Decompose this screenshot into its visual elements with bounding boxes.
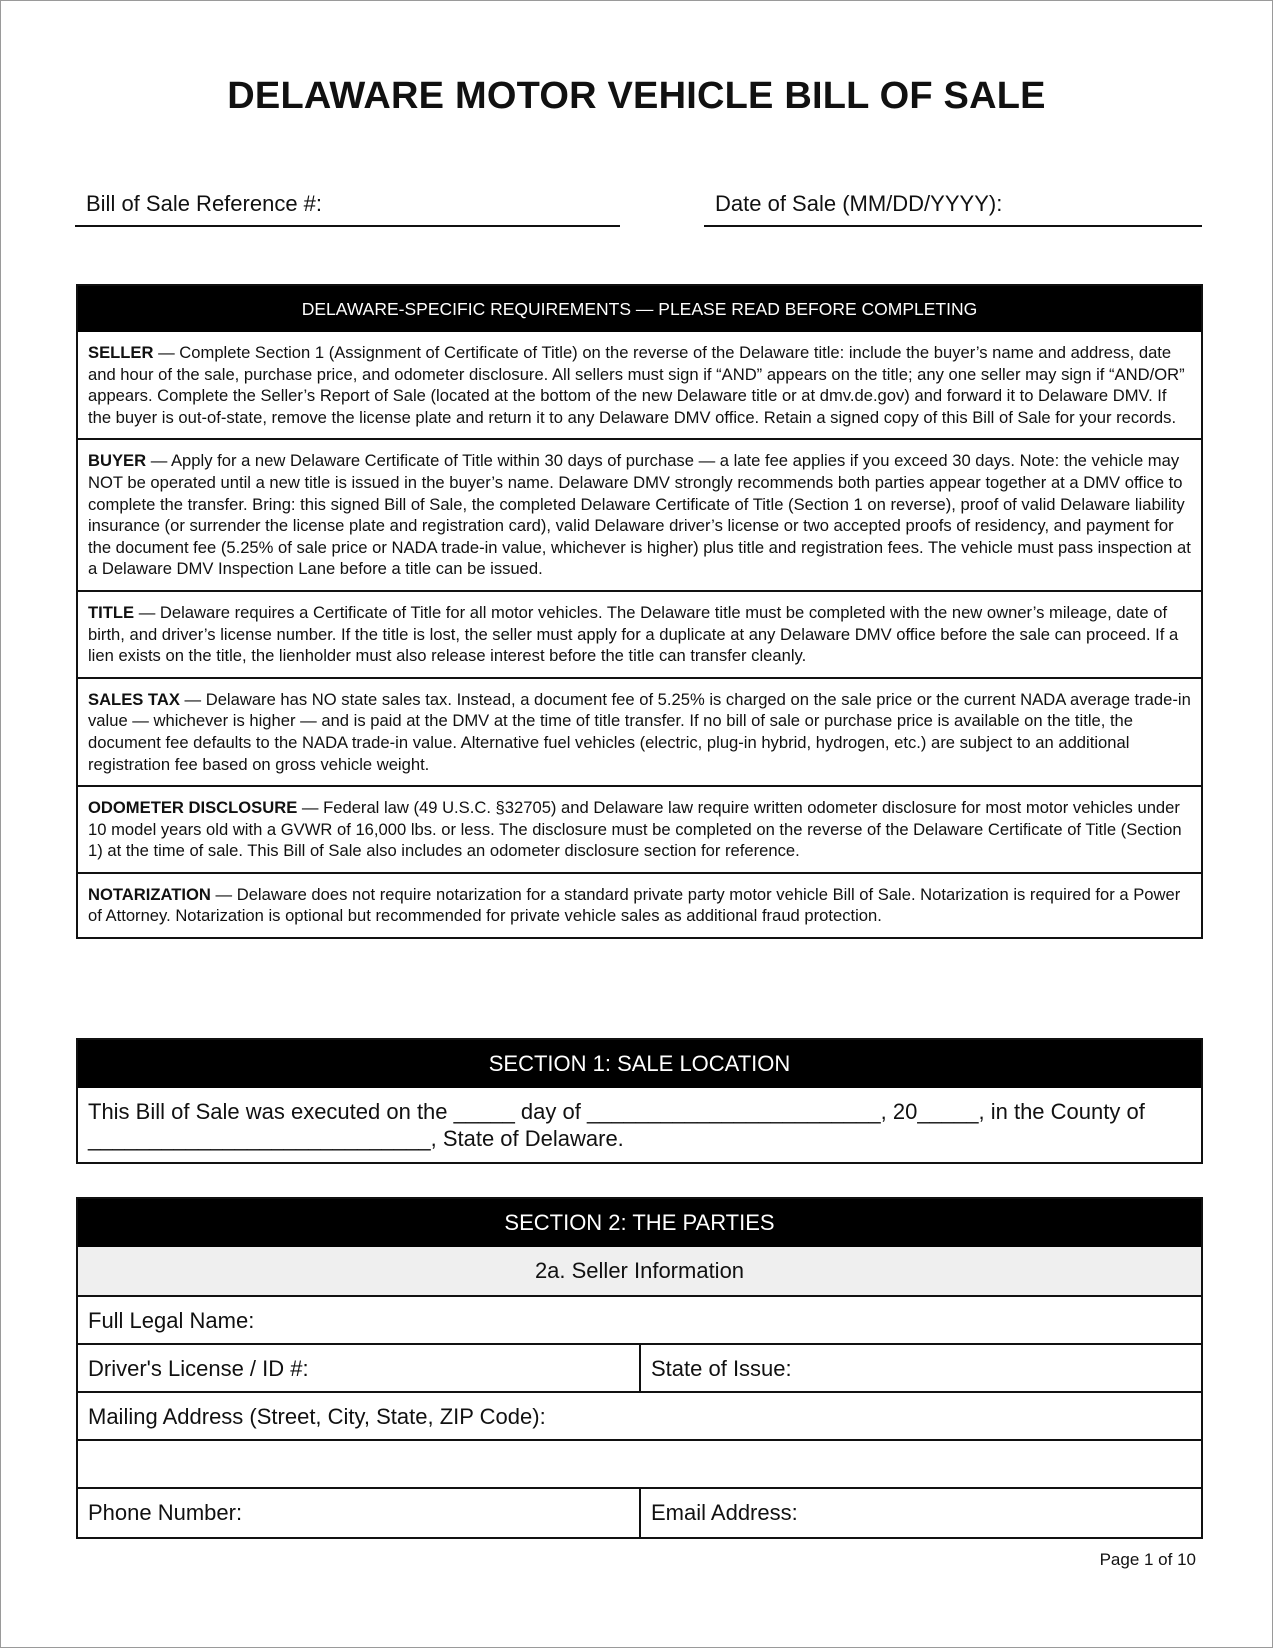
reference-number-label: Bill of Sale Reference #: [86,191,323,216]
full-name-label: Full Legal Name: [88,1308,255,1333]
seller-license-row [78,1345,1201,1393]
seller-address-row [78,1393,1201,1441]
section-parties [76,1197,1203,1539]
requirement-text: — Federal law (49 U.S.C. §32705) and Delaware law require written odometer disclosure for most motor vehicles under 10 model years old with a GVWR of 16,000 lbs. or less. The disclosure must be completed on the reverse of the Delaware Certificate of Title (Section 1) at the time of sale. This Bill of Sale also includes an odometer disclosure section for reference. [88,798,1182,861]
requirement-buyer [78,438,1201,590]
date-of-sale-field[interactable] [704,189,1202,227]
seller-address-line2-field[interactable] [78,1441,1201,1487]
requirement-notarization [78,872,1201,937]
seller-information-subheader: 2a. Seller Information [78,1247,1201,1297]
seller-full-name-field[interactable] [78,1297,1201,1343]
requirement-heading: SELLER [88,343,154,362]
requirement-heading: BUYER [88,451,147,471]
reference-number-field[interactable] [75,189,620,227]
seller-license-field[interactable] [78,1345,641,1391]
sale-location-text[interactable]: This Bill of Sale was executed on the _____ day of ________________________, 20_____, in the County of ____________________________, State of Delaware. [88,1099,1145,1151]
requirement-seller [78,332,1201,438]
requirement-heading: SALES TAX [88,689,180,709]
seller-contact-row [78,1489,1201,1537]
seller-name-row [78,1297,1201,1345]
license-label: Driver's License / ID #: [88,1356,309,1381]
section-2-header: SECTION 2: THE PARTIES [78,1199,1201,1247]
requirement-odometer [78,785,1201,872]
page-number: Page 1 of 10 [1099,1550,1196,1569]
date-of-sale-label: Date of Sale (MM/DD/YYYY): [715,191,1003,216]
requirement-heading: NOTARIZATION [88,884,211,904]
requirement-text: — Complete Section 1 (Assignment of Certificate of Title) on the reverse of the Delaware title: include the buyer’s name and address, date and hour of the sale, purchase price, and odometer disclosure. All sellers must sign if “AND” appears on the title; any one seller may sign if “AND/OR” appears. Complete the Seller’s Report of Sale (located at the bottom of the new Delaware title or at dmv.de.gov) and forward it to Delaware DMV. If the buyer is out-of-state, remove the license plate and return it to any Delaware DMV office. Retain a signed copy of this Bill of Sale for your records. [88,343,1185,427]
section-1-header: SECTION 1: SALE LOCATION [78,1040,1201,1088]
seller-state-field[interactable] [641,1345,1201,1391]
seller-phone-field[interactable] [78,1489,641,1537]
requirement-text: — Delaware has NO state sales tax. Instead, a document fee of 5.25% is charged on the sale price or the current NADA average trade-in value — whichever is higher — and is paid at the DMV at the time of title transfer. If no bill of sale or purchase price is available on the title, the document fee defaults to the NADA trade-in value. Alternative fuel vehicles (electric, plug-in hybrid, hydrogen, etc.) are subject to an additional registration fee based on gross vehicle weight. [88,689,1191,774]
section-sale-location [76,1038,1203,1164]
requirement-text: — Delaware requires a Certificate of Title for all motor vehicles. The Delaware title must be completed with the new owner’s mileage, date of birth, and driver’s license number. If the title is lost, the seller must apply for a duplicate at any Delaware DMV office before the sale can proceed. If a lien exists on the title, the lienholder must also release interest before the title can transfer cleanly. [88,602,1179,666]
requirement-heading: TITLE [88,602,135,622]
state-label: State of Issue: [651,1356,792,1381]
requirements-header: DELAWARE-SPECIFIC REQUIREMENTS — PLEASE READ BEFORE COMPLETING [78,286,1201,332]
seller-address-field[interactable] [78,1393,1201,1439]
requirement-sales-tax [78,677,1201,785]
requirement-title [78,590,1201,677]
requirement-text: — Apply for a new Delaware Certificate of Title within 30 days of purchase — a late fee applies if you exceed 30 days. Note: the vehicle may NOT be operated until a new title is issued in the buyer’s name. Delaware DMV strongly recommends both parties appear together at a DMV office to complete the transfer. Bring: this signed Bill of Sale, the completed Delaware Certificate of Title (Section 1 on reverse), proof of valid Delaware liability insurance (or surrender the license plate and registration card), valid Delaware driver’s license or two accepted proofs of residency, and payment for the document fee (5.25% of sale price or NADA trade-in value, whichever is higher) plus title and registration fees. The vehicle must pass inspection at a Delaware DMV Inspection Lane before a title can be issued. [88,451,1191,579]
requirement-heading: ODOMETER DISCLOSURE [88,798,298,818]
requirement-text: — Delaware does not require notarization for a standard private party motor vehicle Bill of Sale. Notarization is required for a Power of Attorney. Notarization is optional but recommended for private vehicle sales as additional fraud protection. [88,884,1181,926]
phone-label: Phone Number: [88,1500,243,1525]
seller-address-line2-row [78,1441,1201,1489]
seller-email-field[interactable] [641,1489,1201,1537]
address-label: Mailing Address (Street, City, State, ZIP Code): [88,1404,546,1429]
requirements-box [76,284,1203,939]
email-label: Email Address: [651,1500,798,1525]
document-title: DELAWARE MOTOR VEHICLE BILL OF SALE [227,75,1046,117]
